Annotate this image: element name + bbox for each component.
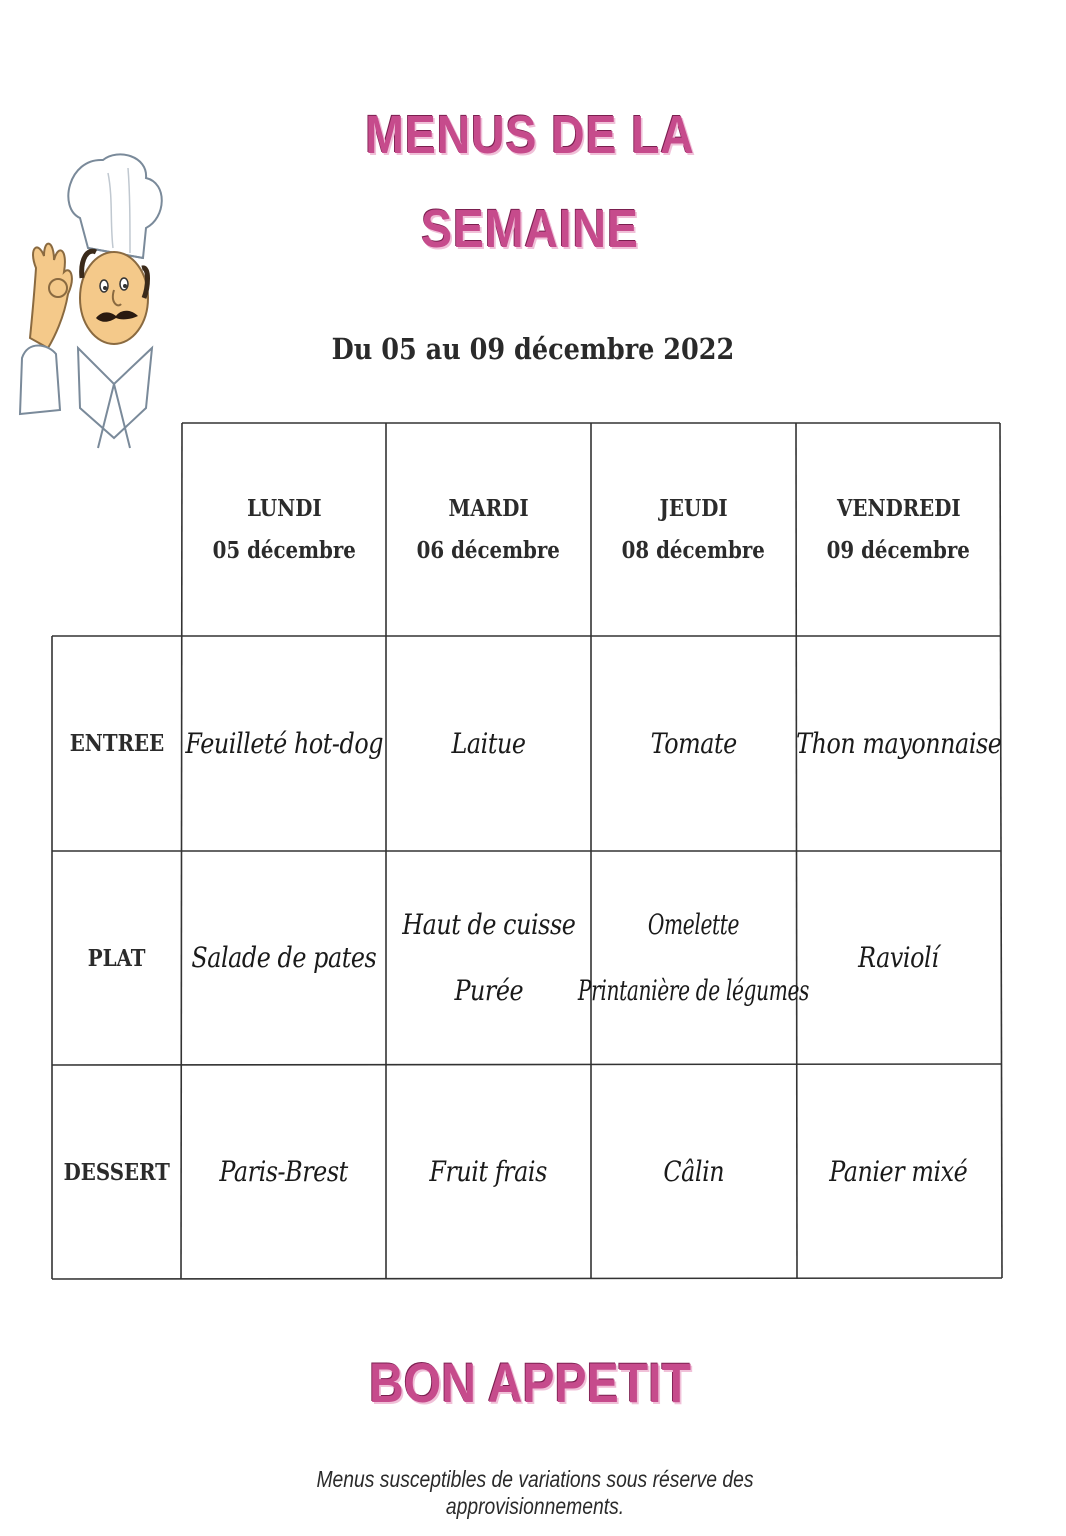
dish-name: Omelette Printanière de légumes — [577, 908, 810, 1007]
dish-name: Fruit frais — [429, 1155, 548, 1188]
day-name: VENDREDI — [836, 494, 961, 522]
dish-cell — [591, 1065, 796, 1279]
day-header-lundi — [182, 423, 386, 636]
dish-cell — [182, 636, 386, 851]
dish-name: Tomate — [650, 726, 737, 760]
dish-cell — [577, 851, 810, 1065]
dish-name: Câlin — [663, 1155, 724, 1188]
row-label-dessert — [52, 1065, 182, 1279]
dish-name: Paris-Brest — [219, 1155, 349, 1188]
dish-name: Haut de cuisse Purée — [401, 908, 576, 1007]
row-label-entree — [52, 636, 182, 851]
dish-name: Feuilleté hot-dog — [185, 726, 383, 760]
dish-cell — [182, 1065, 386, 1279]
page-title-line-2: SEMAINE — [421, 199, 639, 259]
dish-cell — [591, 636, 796, 851]
row-label-text: PLAT — [88, 944, 146, 972]
day-date: 08 décembre — [621, 536, 766, 564]
supply-disclaimer: Menus susceptibles de variations sous réserve des approvisionnements. — [316, 1466, 754, 1519]
row-label-text: ENTREE — [69, 730, 165, 757]
day-name: LUNDI — [246, 494, 322, 522]
week-date-range: Du 05 au 09 décembre 2022 — [331, 332, 735, 366]
dish-cell — [796, 851, 1001, 1065]
day-header-jeudi — [591, 423, 796, 636]
dish-name: Salade de pates — [191, 941, 377, 974]
dish-name: Thon mayonnaise — [795, 726, 1002, 760]
day-date: 05 décembre — [212, 536, 356, 564]
dish-name: Panier mixé — [829, 1155, 968, 1188]
dish-name: Raviolí — [858, 941, 939, 974]
bon-appetit-banner: BON APPETIT — [369, 1351, 691, 1414]
day-date: 09 décembre — [826, 536, 971, 564]
day-header-mardi — [386, 423, 591, 636]
dish-cell — [796, 636, 1001, 851]
day-name: MARDI — [448, 494, 529, 522]
dish-cell — [386, 636, 591, 851]
dish-name: Laitue — [451, 726, 526, 760]
page-title-line-1: MENUS DE LA — [365, 105, 695, 165]
dish-cell — [386, 851, 591, 1065]
day-name: JEUDI — [659, 494, 728, 522]
day-header-vendredi — [796, 423, 1001, 636]
dish-cell — [182, 851, 386, 1065]
dish-cell — [796, 1065, 1001, 1279]
day-date: 06 décembre — [416, 536, 561, 564]
row-label-text: DESSERT — [63, 1158, 171, 1186]
row-label-plat — [52, 851, 182, 1065]
dish-cell — [386, 1065, 591, 1279]
